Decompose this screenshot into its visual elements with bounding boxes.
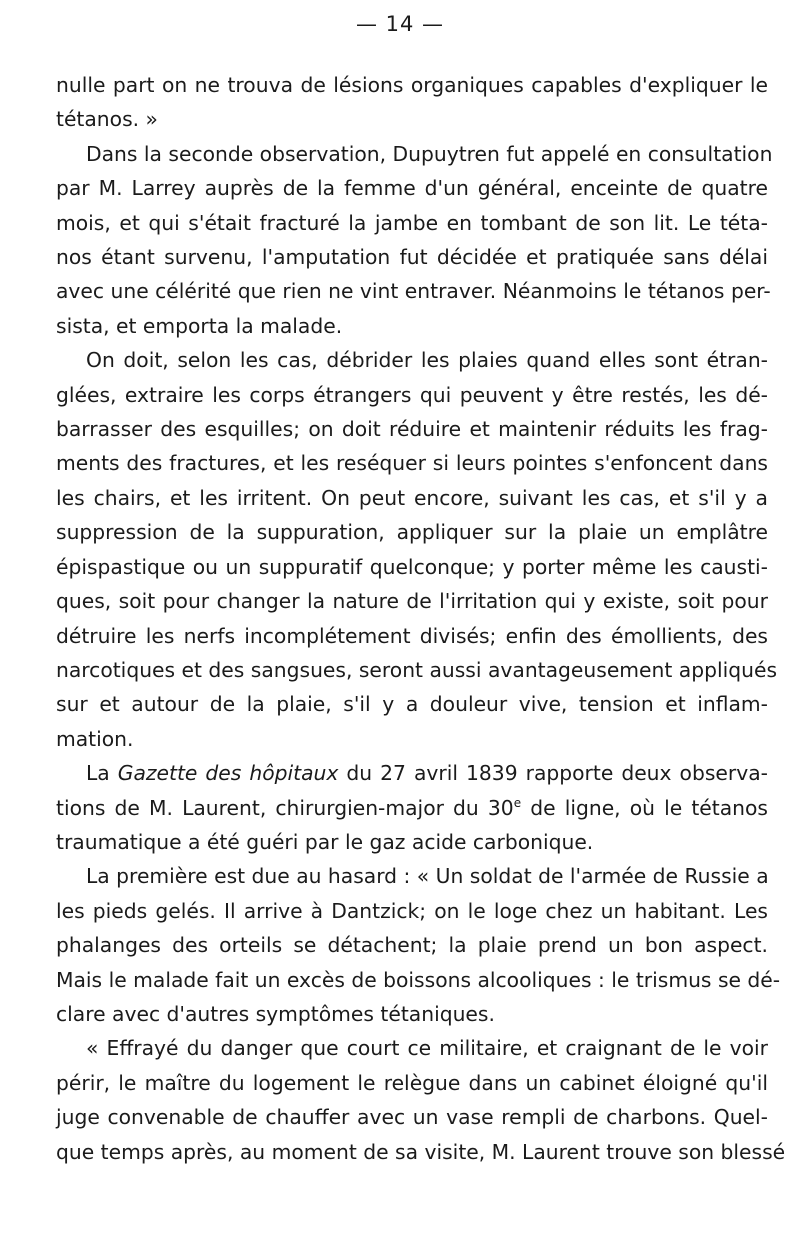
body-text: [56, 68, 786, 1169]
text-line: [56, 756, 768, 790]
text-line: clare avec d'autres symptômes tétaniques.: [56, 1001, 495, 1026]
paragraph-frightened: [56, 1031, 786, 1169]
text-line: narcotiques et des sangsues, seront aussi avantageusement appliqués: [56, 657, 778, 682]
text-line: nos étant survenu, l'amputation fut décidée et pratiquée sans délai: [56, 245, 768, 270]
journal-title: Gazette des hôpitaux: [117, 761, 339, 786]
text-fragment: tions de M. Laurent, chirurgien-major du 30: [56, 795, 514, 820]
text-line: ques, soit pour changer la nature de l'irritation qui y existe, soit pour: [56, 589, 768, 614]
text-fragment: de ligne, où le tétanos: [521, 795, 768, 820]
text-line: [56, 791, 768, 825]
text-line: mation.: [56, 726, 134, 751]
paragraph-treatment: [56, 343, 778, 756]
text-line: que temps après, au moment de sa visite, M. Laurent trouve son blessé: [56, 1139, 786, 1164]
text-line: les pieds gelés. Il arrive à Dantzick; on le loge chez un habitant. Les: [56, 898, 768, 923]
text-line: phalanges des orteils se détachent; la plaie prend un bon aspect.: [56, 933, 768, 958]
text-line: sur et autour de la plaie, s'il y a douleur vive, tension et inflam-: [56, 692, 768, 717]
text-line: Dans la seconde observation, Dupuytren fut appelé en consultation: [86, 141, 773, 166]
text-fragment: La: [86, 761, 118, 786]
text-line: les chairs, et les irritent. On peut encore, suivant les cas, et s'il y a: [56, 485, 768, 510]
text-line: traumatique a été guéri par le gaz acide carbonique.: [56, 829, 594, 854]
text-line: détruire les nerfs incomplétement divisés; enfin des émollients, des: [56, 623, 768, 648]
paragraph-gazette: [56, 756, 768, 859]
text-line: « Effrayé du danger que court ce militaire, et craignant de le voir: [86, 1036, 768, 1061]
page-number: — 14 —: [355, 12, 445, 36]
paragraph-first-case: [56, 859, 781, 1031]
text-line: glées, extraire les corps étrangers qui peuvent y être restés, les dé-: [56, 382, 768, 407]
text-line: périr, le maître du logement le relègue dans un cabinet éloigné qu'il: [56, 1070, 768, 1095]
text-line: nulle part on ne trouva de lésions organiques capables d'expliquer le: [56, 73, 768, 97]
text-line: On doit, selon les cas, débrider les plaies quand elles sont étran-: [86, 348, 768, 373]
text-line: sista, et emporta la malade.: [56, 313, 343, 338]
text-line: barrasser des esquilles; on doit réduire et maintenir réduits les frag-: [56, 417, 768, 442]
text-line: suppression de la suppuration, appliquer sur la plaie un emplâtre: [56, 520, 768, 545]
text-line: ments des fractures, et les reséquer si leurs pointes s'enfoncent dans: [56, 451, 768, 476]
text-line: tétanos. »: [56, 107, 158, 132]
paragraph-second-observation: [56, 137, 773, 343]
text-fragment: du 27 avril 1839 rapporte deux observa-: [338, 761, 768, 786]
text-line: Mais le malade fait un excès de boissons alcooliques : le trismus se dé-: [56, 967, 781, 992]
text-line: épispastique ou un suppuratif quelconque; y porter même les causti-: [56, 554, 768, 579]
ordinal-superscript: e: [513, 795, 522, 810]
text-line: mois, et qui s'était fracturé la jambe en tombant de son lit. Le téta-: [56, 210, 768, 235]
paragraph-continuation: [56, 68, 768, 137]
text-line: avec une célérité que rien ne vint entraver. Néanmoins le tétanos per-: [56, 279, 771, 304]
text-line: juge convenable de chauffer avec un vase rempli de charbons. Quel-: [56, 1105, 768, 1130]
text-line: par M. Larrey auprès de la femme d'un général, enceinte de quatre: [56, 176, 768, 201]
text-line: La première est due au hasard : « Un soldat de l'armée de Russie a: [86, 864, 769, 889]
